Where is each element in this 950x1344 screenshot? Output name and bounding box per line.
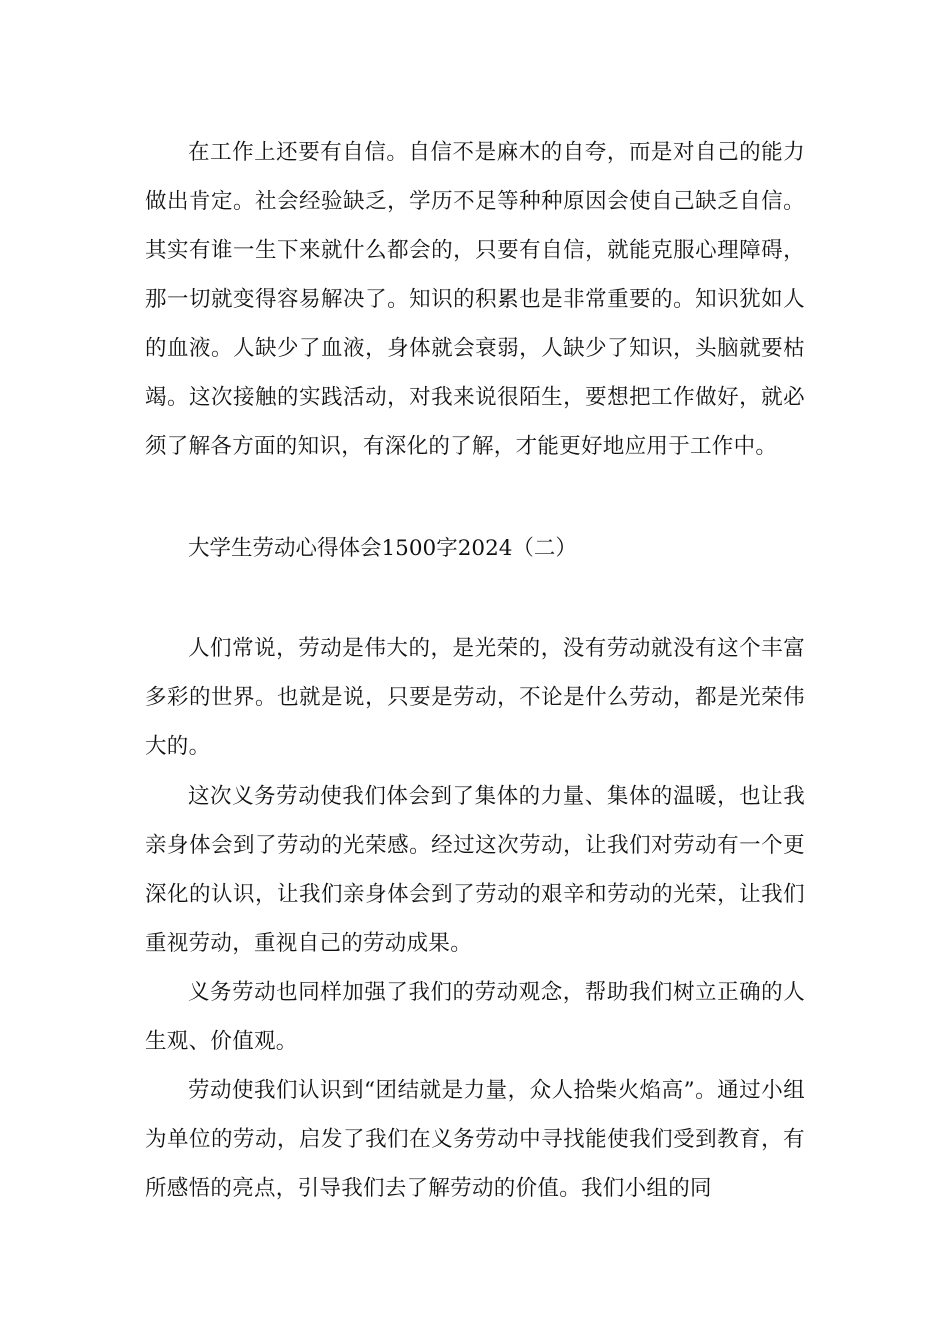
paragraph-teamwork: 劳动使我们认识到“团结就是力量，众人拾柴火焰高”。通过小组为单位的劳动，启发了我们在义务劳动中寻找能使我们受到教育，有所感悟的亮点，引导我们去了解劳动的价值。我们小组的同 — [145, 1078, 805, 1201]
paragraph-voluntary-labor: 这次义务劳动使我们体会到了集体的力量、集体的温暖，也让我亲身体会到了劳动的光荣感。经过这次劳动，让我们对劳动有一个更深化的认识，让我们亲身体会到了劳动的艰辛和劳动的光荣，让我们重视劳动，重视自己的劳动成果。 — [145, 784, 805, 956]
paragraph-self-confidence: 在工作上还要有自信。自信不是麻木的自夸，而是对自己的能力做出肯定。社会经验缺乏，学历不足等种种原因会使自己缺乏自信。其实有谁一生下来就什么都会的，只要有自信，就能克服心理障碍，那一切就变得容易解决了。知识的积累也是非常重要的。知识犹如人的血液。人缺少了血液，身体就会衰弱，人缺少了知识，头脑就要枯竭。这次接触的实践活动，对我来说很陌生，要想把工作做好，就必须了解各方面的知识，有深化的了解，才能更好地应用于工作中。 — [145, 140, 805, 459]
section-heading: 大学生劳动心得体会1500字2024（二） — [188, 536, 577, 561]
paragraph-labor-glory: 人们常说，劳动是伟大的，是光荣的，没有劳动就没有这个丰富多彩的世界。也就是说，只要是劳动，不论是什么劳动，都是光荣伟大的。 — [145, 636, 805, 759]
paragraph-labor-values: 义务劳动也同样加强了我们的劳动观念，帮助我们树立正确的人生观、价值观。 — [145, 980, 805, 1054]
